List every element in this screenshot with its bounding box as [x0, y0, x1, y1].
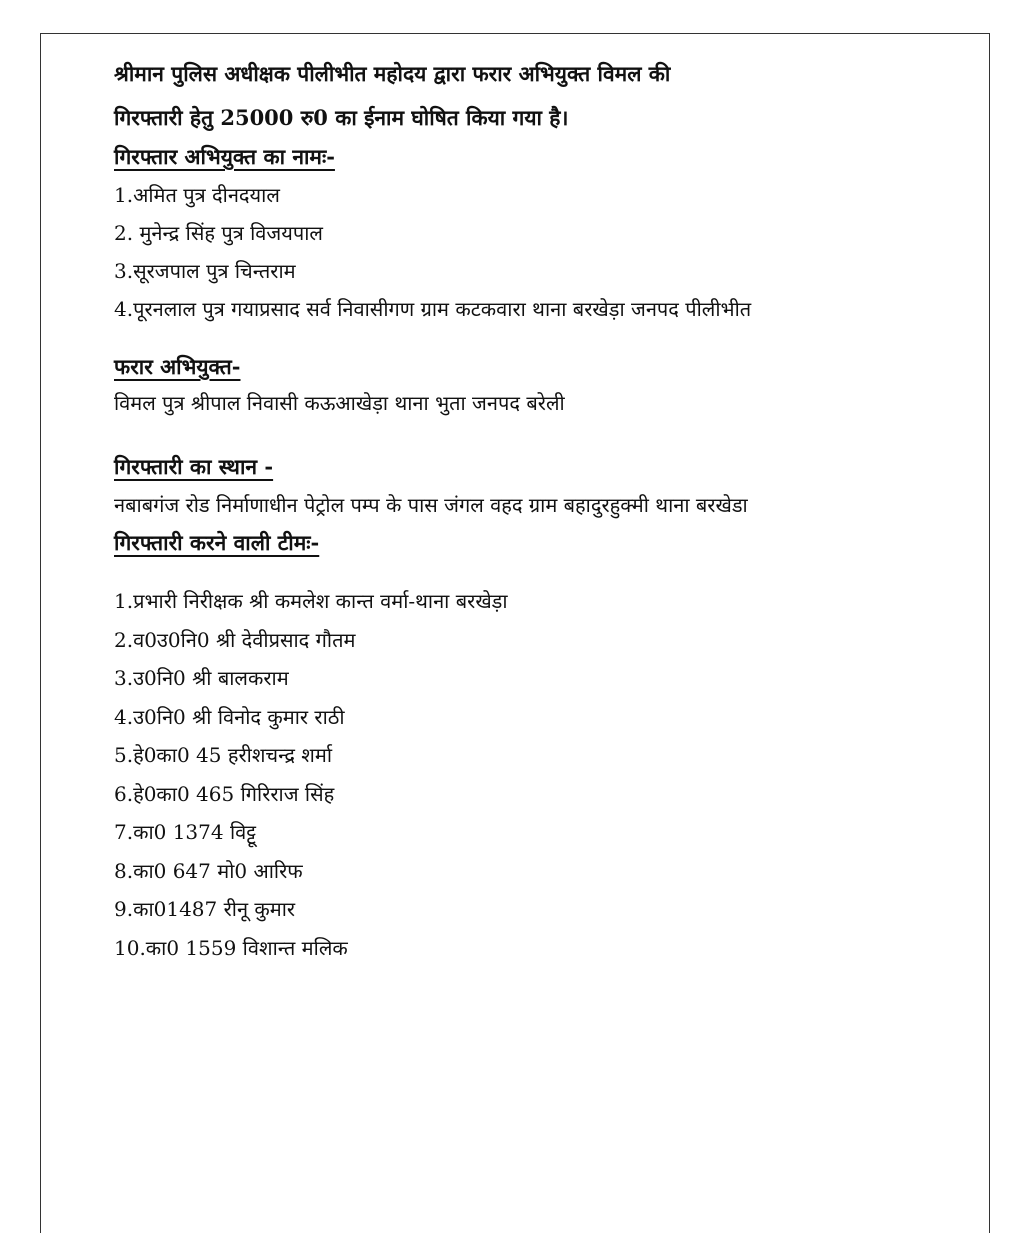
arrested-heading: गिरफ्तार अभियुक्त का नामः- — [114, 144, 335, 169]
team-member: 8.का0 647 मो0 आरिफ — [114, 858, 303, 883]
team-heading: गिरफ्तारी करने वाली टीमः- — [114, 530, 320, 555]
team-member: 3.उ0नि0 श्री बालकराम — [114, 666, 289, 690]
absconding-heading: फरार अभियुक्त- — [114, 354, 241, 379]
team-member: 6.हे0का0 465 गिरिराज सिंह — [114, 781, 335, 806]
document-content — [114, 52, 974, 967]
arrested-item: 4.पूरनलाल पुत्र गयाप्रसाद सर्व निवासीगण ग्राम कटकवारा थाना बरखेड़ा जनपद पीलीभीत — [114, 297, 752, 321]
team-member: 9.का01487 रीनू कुमार — [114, 897, 296, 921]
team-member: 2.व0उ0नि0 श्री देवीप्रसाद गौतम — [114, 627, 356, 652]
arrested-item: 2. मुनेन्द्र सिंह पुत्र विजयपाल — [114, 221, 323, 245]
headline-line-1: श्रीमान पुलिस अधीक्षक पीलीभीत महोदय द्वारा फरार अभियुक्त विमल की — [114, 61, 671, 86]
arrested-item: 1.अमित पुत्र दीनदयाल — [114, 183, 280, 207]
arrested-item: 3.सूरजपाल पुत्र चिन्तराम — [114, 259, 296, 283]
team-member: 7.का0 1374 विट्टू — [114, 820, 257, 844]
team-member: 5.हे0का0 45 हरीशचन्द्र शर्मा — [114, 743, 333, 767]
team-member: 1.प्रभारी निरीक्षक श्री कमलेश कान्त वर्मा-थाना बरखेड़ा — [114, 589, 508, 613]
absconding-text: विमल पुत्र श्रीपाल निवासी कऊआखेड़ा थाना भुता जनपद बरेली — [114, 391, 565, 415]
team-member: 4.उ0नि0 श्री विनोद कुमार राठी — [114, 704, 345, 729]
location-heading: गिरफ्तारी का स्थान - — [114, 454, 274, 479]
headline-line-2: गिरफ्तारी हेतु 25000 रु0 का ईनाम घोषित किया गया है। — [114, 105, 569, 130]
team-member: 10.का0 1559 विशान्त मलिक — [114, 935, 348, 960]
location-text: नबाबगंज रोड निर्माणाधीन पेट्रोल पम्प के पास जंगल वहद ग्राम बहादुरहुक्मी थाना बरखेडा — [114, 493, 748, 517]
